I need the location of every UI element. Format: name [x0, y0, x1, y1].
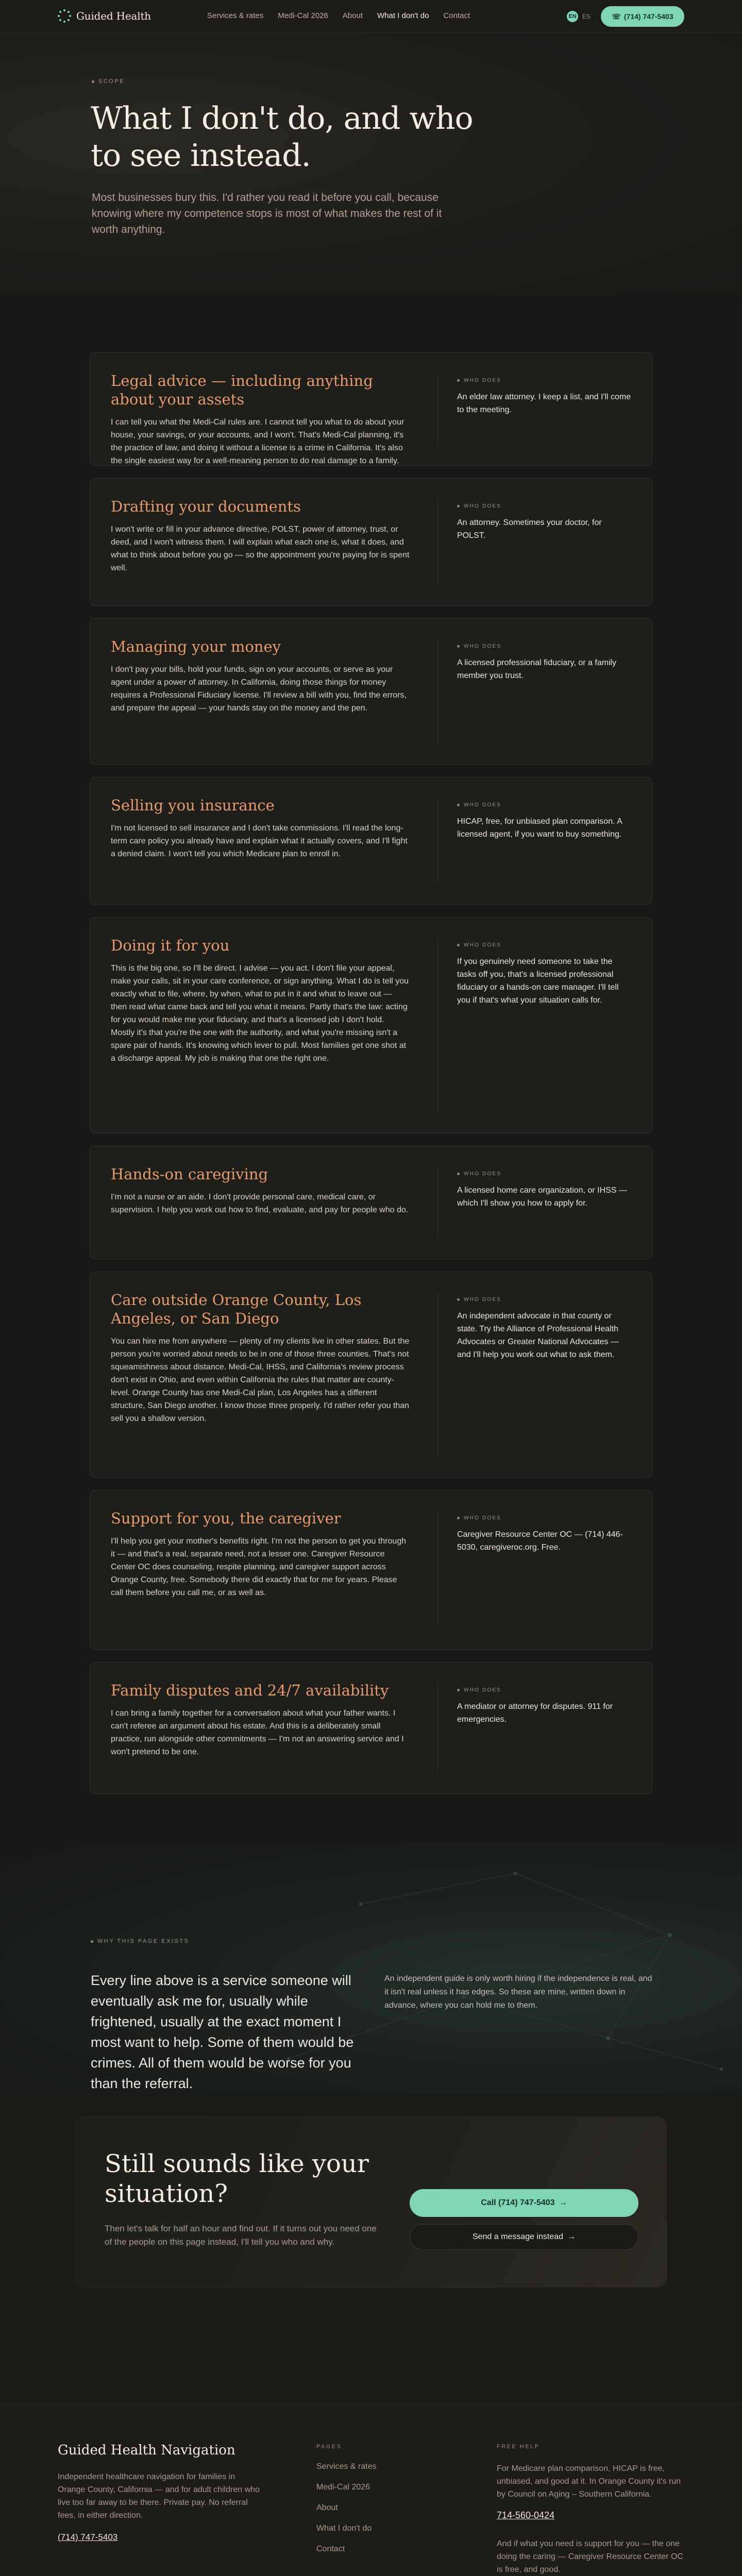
card-title: Managing your money — [111, 638, 281, 655]
language-alt[interactable]: ES — [582, 13, 591, 20]
card-title: Care outside Orange County, Los Angeles, or San Diego — [111, 1291, 362, 1327]
card-divider — [437, 1293, 438, 1456]
card-divider — [437, 938, 438, 1112]
scope-card — [90, 777, 652, 905]
card-title: Legal advice — including anything about your assets — [111, 372, 373, 408]
card-divider — [437, 798, 438, 884]
footer — [0, 2403, 742, 2576]
hero-lede: Most businesses bury this. I'd rather you read it before you call, because knowing where my competence stops is most of what makes the rest of it worth anything. — [92, 192, 442, 235]
who-does-text: HICAP, free, for unbiased plan comparison. A licensed agent, if you want to buy something. — [457, 817, 622, 839]
footer-link-about[interactable]: About — [316, 2503, 338, 2512]
nav-link-what-i-dont-do[interactable]: What I don't do — [377, 11, 429, 20]
why-note: An independent guide is only worth hiring if the independence is real, and it isn't real unless it has edges. So these are mine, written down in advance, where you can hold me to them. — [384, 1974, 652, 2010]
nav-call-label: (714) 747-5403 — [623, 12, 673, 21]
card-body: You can hire me from anywhere — plenty of my clients live in other states. But the person you're worried about needs to be in one of those three counties. That's not squeamishness about distance. Medi-Cal, IHSS, and California's review process don't exist in Ohio, and even within California the rules that matter are county-level. Orange County has one Medi-Cal plan, Los Angeles has a different structure, San Diego another. I know those three properly. I'd rather refer you than sell you a shallow version. — [111, 1337, 410, 1423]
footer-free-help — [497, 2444, 685, 2576]
who-does-text: A licensed home care organization, or IHSS — which I'll show you how to apply for. — [457, 1186, 627, 1208]
who-does-text: If you genuinely need someone to take the tasks off you, that's a licensed professional fiduciary or a hands-on care manager. I'll tell you if that's what your situation calls for. — [457, 957, 619, 1005]
who-does-text: An independent advocate in that county or state. Try the Alliance of Professional Health Advocates or Greater National Advocates — and I'll help you work out what to ask them. — [457, 1312, 619, 1359]
who-does-label: WHO DOES — [457, 1687, 632, 1693]
footer-phone-link[interactable]: (714) 747-5403 — [58, 2532, 118, 2542]
card-body: This is the big one, so I'll be direct. I advise — you act. I don't file your appeal, make your calls, sit in your care conference, or sign anything. What I do is tell you exactly what to file, where, by when, what to put in it and what to leave out — then read what came back and tell you what it means. Partly that's the law: acting for you would make me your fiduciary, and that's a licensed job I don't hold. Mostly it's that you're the one with the authority, and what you're missing isn't a spare pair of hands. It's knowing which lever to pull. Most families get one shot at a discharge appeal. My job is making that one the right one. — [111, 964, 409, 1063]
footer-description: Independent healthcare navigation for families in Orange County, California — and for adult children who live too far away to be there. Private pay. No referral fees, in either direction. — [58, 2472, 260, 2520]
hicap-text: For Medicare plan comparison, HICAP is free, unbiased, and good at it. In Orange County it's run by Council on Aging – Southern California. — [497, 2464, 681, 2499]
who-does-label: WHO DOES — [457, 942, 632, 948]
bullet-icon — [91, 1940, 93, 1943]
who-does-label: WHO DOES — [457, 503, 632, 509]
card-title: Hands-on caregiving — [111, 1165, 268, 1183]
scope-card — [90, 618, 652, 765]
card-divider — [437, 639, 438, 743]
who-does-label: WHO DOES — [457, 1297, 632, 1302]
scope-card — [90, 917, 652, 1133]
who-does-label: WHO DOES — [457, 802, 632, 808]
why-quote: Every line above is a service someone will eventually ask me for, usually while frightened, usually at the exact moment I most want to help. Some of them would be crimes. All of them would be worse for you than the referral. — [91, 1973, 354, 2091]
who-does-text: A mediator or attorney for disputes. 911 for emergencies. — [457, 1702, 613, 1724]
scope-card — [90, 1146, 652, 1259]
who-does-text: Caregiver Resource Center OC — (714) 446-5030, caregiveroc.org. Free. — [457, 1530, 623, 1552]
footer-link-services[interactable]: Services & rates — [316, 2462, 377, 2471]
card-title: Selling you insurance — [111, 796, 275, 814]
message-button[interactable] — [410, 2224, 638, 2250]
card-body: I'll help you get your mother's benefits right. I'm not the person to get you through it — and that's a real, separate need, not a lesser one. Caregiver Resource Center OC does counseling, respite planning, and caregiver support across Orange County, free. Somebody there did exactly that for me for years. Please call them before you call me, or as well as. — [111, 1537, 407, 1597]
card-title: Doing it for you — [111, 937, 230, 954]
hero-eyebrow: SCOPE — [92, 78, 125, 84]
who-does-label: WHO DOES — [457, 643, 632, 649]
scope-card — [90, 1272, 652, 1478]
nav-call-button[interactable] — [601, 6, 684, 27]
nav-link-about[interactable]: About — [342, 11, 363, 20]
nav-link-medi-cal[interactable]: Medi-Cal 2026 — [278, 11, 328, 20]
arrow-right-icon: → — [567, 2232, 576, 2241]
footer-link-what-i-dont-do[interactable]: What I don't do — [316, 2524, 372, 2533]
hicap-phone-link[interactable]: 714-560-0424 — [497, 2510, 555, 2520]
card-body: I'm not licensed to sell insurance and I don't take commissions. I'll read the long-term care policy you already have and explain what it actually covers, and I'll fight a denied claim. I won't tell you which Medicare plan to enroll in. — [111, 824, 408, 858]
caregiver-text: And if what you need is support for you — the one doing the caring — Caregiver Resource Center OC is free, and good. — [497, 2539, 683, 2574]
who-does-text: An elder law attorney. I keep a list, and I'll come to the meeting. — [457, 393, 631, 414]
card-divider — [437, 499, 438, 585]
hero — [0, 33, 742, 295]
cta-title: Still sounds like your situation? — [105, 2149, 369, 2208]
brand-link[interactable] — [58, 9, 151, 23]
nav-links — [207, 11, 470, 20]
arrow-right-icon: → — [559, 2198, 567, 2207]
card-divider — [437, 1167, 438, 1238]
card-title: Family disputes and 24/7 availability — [111, 1682, 389, 1699]
language-toggle[interactable]: EN — [567, 11, 578, 22]
card-body: I can tell you what the Medi-Cal rules are. I cannot tell you what to do about your house, your savings, or your accounts, and I won't. That's Medi-Cal planning, it's the practice of law, and doing it without a license is a crime in California. It's also the single easiest way for a well-meaning person to do real damage to a family. — [111, 418, 404, 465]
card-body: I won't write or fill in your advance directive, POLST, power of attorney, trust, or deed, and I won't witness them. I will explain what each one is, what it does, and what to think about before you go — so the appointment you're paying for is spent well. — [111, 525, 410, 572]
why-eyebrow: WHY THIS PAGE EXISTS — [91, 1938, 189, 1944]
card-body: I don't pay your bills, hold your funds, sign on your accounts, or serve as your agent under a power of attorney. In California, doing those things for money requires a Professional Fiduciary license. I'll review a bill with you, find the errors, and prepare the appeal — your hands stay on the money and the pen. — [111, 665, 407, 713]
cta-text: Then let's talk for half an hour and find out. If it turns out you need one of the people on this page instead, I'll tell you who and why. — [105, 2224, 377, 2247]
card-body: I'm not a nurse or an aide. I don't provide personal care, medical care, or supervision. I help you work out how to find, evaluate, and pay for people who do. — [111, 1193, 409, 1214]
page-title: What I don't do, and who to see instead. — [91, 100, 473, 174]
card-divider — [437, 1511, 438, 1629]
who-does-label: WHO DOES — [457, 1515, 632, 1521]
call-button[interactable] — [410, 2189, 638, 2217]
footer-help-heading: FREE HELP — [497, 2444, 540, 2450]
top-nav — [0, 0, 742, 33]
bullet-icon — [92, 80, 94, 83]
nav-link-services[interactable]: Services & rates — [207, 11, 264, 20]
scope-cards — [0, 295, 742, 1842]
cta-card — [75, 2116, 667, 2287]
scope-card — [90, 478, 652, 606]
card-title: Drafting your documents — [111, 498, 301, 515]
nav-link-contact[interactable]: Contact — [443, 11, 470, 20]
who-does-text: A licensed professional fiduciary, or a family member you trust. — [457, 658, 617, 680]
why-section — [0, 1842, 742, 2094]
who-does-label: WHO DOES — [457, 1171, 632, 1177]
phone-icon: ☏ — [612, 12, 621, 21]
scope-card — [90, 352, 652, 466]
scope-card — [90, 1662, 652, 1794]
footer-link-contact[interactable]: Contact — [316, 2545, 345, 2553]
scope-card — [90, 1490, 652, 1650]
message-button-label: Send a message instead — [472, 2232, 564, 2241]
footer-link-medi-cal[interactable]: Medi-Cal 2026 — [316, 2483, 370, 2492]
card-body: I can bring a family together for a conversation about what your father wants. I can't referee an argument about his estate. And this is a deliberately small practice, run alongside other commitments — I'm not an answering service and I won't pretend to be one. — [111, 1709, 404, 1756]
who-does-label: WHO DOES — [457, 378, 632, 383]
footer-title: Guided Health Navigation — [58, 2443, 235, 2458]
logo-icon — [58, 9, 71, 23]
footer-pages — [316, 2444, 376, 2565]
cta-section — [0, 2094, 742, 2403]
card-divider — [437, 1683, 438, 1773]
call-button-label: Call (714) 747-5403 — [481, 2198, 555, 2207]
card-divider — [437, 374, 438, 445]
footer-pages-heading: PAGES — [316, 2444, 342, 2450]
brand-name: Guided Health — [76, 10, 151, 22]
who-does-text: An attorney. Sometimes your doctor, for POLST. — [457, 518, 602, 540]
card-title: Support for you, the caregiver — [111, 1510, 341, 1527]
